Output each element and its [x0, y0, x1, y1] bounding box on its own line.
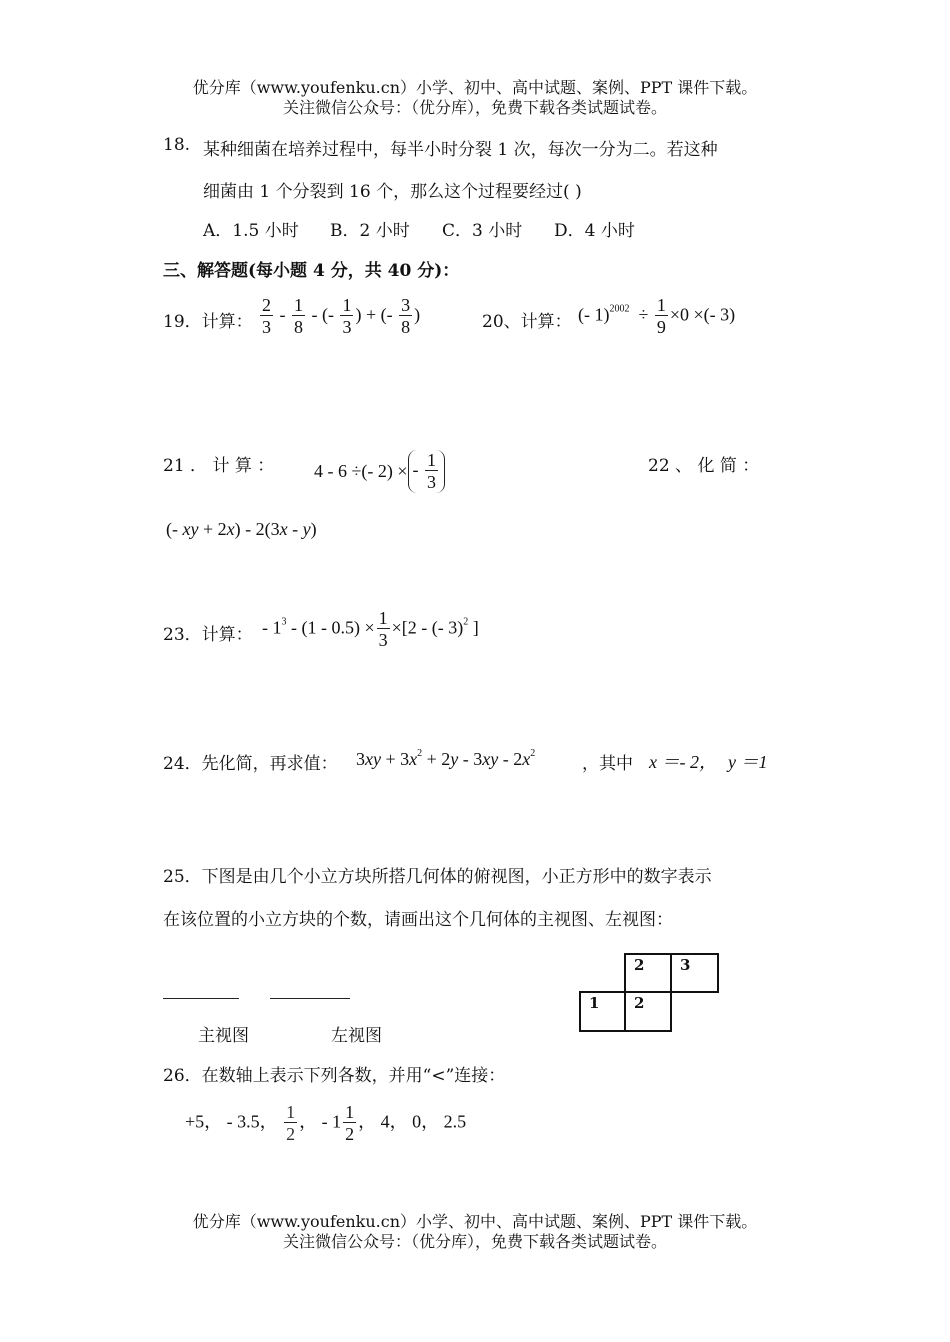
- q26-text: 26．在数轴上表示下列各数，并用“<”连接：: [163, 1066, 506, 1086]
- q24-condition: ，其中: [582, 754, 633, 774]
- q22-expression: (- xy + 2x) - 2(3x - y): [166, 519, 317, 539]
- q18-option-a: A．1.5 小时: [203, 221, 299, 241]
- left-view-blank: [270, 998, 350, 999]
- q21-expression: 4 - 6 ÷(- 2) × - $\frac{1}{3}$: [314, 450, 445, 493]
- q25-text-line-1: 25．下图是由几个小立方块所搭几何体的俯视图，小正方形中的数字表示: [163, 867, 712, 887]
- section-3-title: 三、解答题(每小题 4 分，共 40 分)：: [163, 261, 460, 281]
- main-view-label: 主视图: [198, 1026, 249, 1046]
- q20-exponent: 2002: [609, 303, 630, 315]
- main-view-blank: [163, 998, 239, 999]
- q21-label: 21 ． 计 算 ：: [163, 456, 275, 476]
- q18-option-c: C．3 小时: [442, 221, 523, 241]
- q23-label: 23．计算：: [163, 625, 253, 645]
- q18-number: 18.: [163, 135, 191, 155]
- q18-text-line-2: 细菌由 1 个分裂到 16 个，那么这个过程要经过( ): [203, 182, 582, 202]
- q20-expression: (- 1)$^{2002}$ ÷ $\frac{1}{9}$ ×0 ×(- 3): [578, 295, 736, 337]
- number-item: 0，: [412, 1111, 440, 1132]
- q19-label: 19．计算：: [163, 312, 253, 332]
- q22-label: 22 、 化 简 ：: [648, 456, 760, 476]
- q26-numbers: +5， - 3.5， $\frac{1}{2}$ ， - 1 $\frac{1}{2}$ ， 4， 0， 2.5: [185, 1102, 467, 1144]
- header-line-2: 关注微信公众号：（优分库），免费下载各类试题试卷。: [282, 98, 667, 117]
- header-line-1: 优分库（www.youfenku.cn）小学、初中、高中试题、案例、PPT 课件下载。: [192, 78, 758, 97]
- left-view-label: 左视图: [331, 1026, 382, 1046]
- number-item: ，: [358, 1111, 377, 1132]
- q23-expression: - $1^3 - (1 - 0.5)$ × $\frac{1}{3}$ ×[2 - (- 3)$^2$ ]: [262, 608, 479, 650]
- q24-expression: $3xy + 3x^2 + 2y - 3xy - 2x^2$: [356, 748, 536, 769]
- number-item: 4，: [380, 1111, 408, 1132]
- grid-cell: 2: [624, 953, 672, 993]
- number-item: ，: [299, 1111, 318, 1132]
- grid-cell: 1: [579, 991, 626, 1032]
- grid-cell: 3: [670, 953, 719, 993]
- q24-y-value: y ＝1: [728, 752, 768, 772]
- q18-option-d: D．4 小时: [554, 221, 635, 241]
- number-item: - 3.5，: [226, 1111, 278, 1132]
- q25-text-line-2: 在该位置的小立方块的个数，请画出这个几何体的主视图、左视图：: [163, 910, 673, 930]
- number-item: 2.5: [443, 1111, 467, 1132]
- q19-expression: $\frac{2}{3}$ - $\frac{1}{8}$ - (- $\frac{1}{3}$ ) + (- $\frac{3}{8}$ ): [262, 295, 421, 337]
- footer-line-2: 关注微信公众号：（优分库），免费下载各类试题试卷。: [282, 1232, 667, 1251]
- footer-line-1: 优分库（www.youfenku.cn）小学、初中、高中试题、案例、PPT 课件下载。: [192, 1212, 758, 1231]
- q20-label: 20、计算：: [482, 312, 572, 332]
- q24-x-value: x ＝- 2，: [649, 752, 717, 772]
- grid-cell: 2: [624, 991, 672, 1032]
- q24-label: 24．先化简，再求值：: [163, 754, 338, 774]
- number-item: +5，: [185, 1111, 223, 1132]
- q18-option-b: B．2 小时: [330, 221, 410, 241]
- q18-text-line-1: 某种细菌在培养过程中，每半小时分裂 1 次，每次一分为二。若这种: [203, 140, 718, 160]
